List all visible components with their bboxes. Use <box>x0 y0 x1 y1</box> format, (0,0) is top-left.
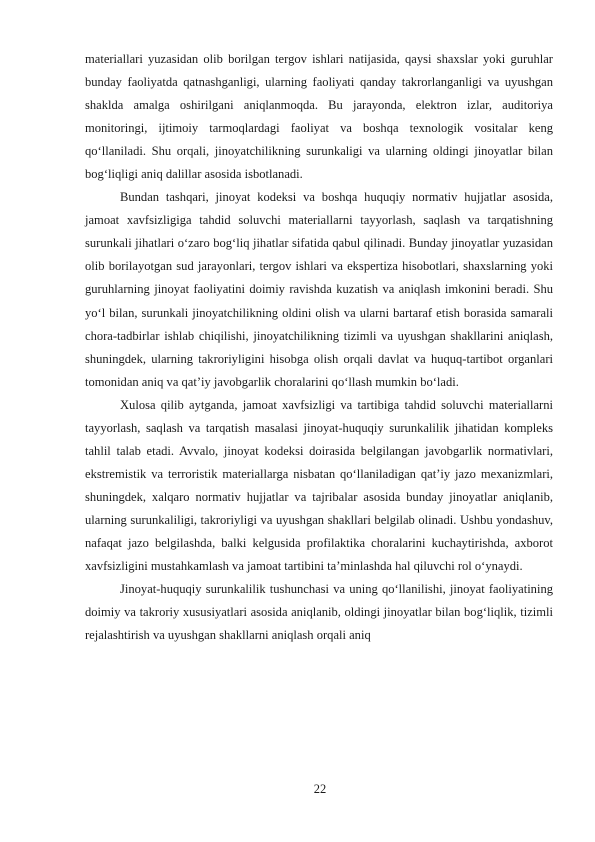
paragraph-2: Bundan tashqari, jinoyat kodeksi va boshqa huquqiy normativ hujjatlar asosida, jamoat xavfsizligiga tahdid soluvchi materiallarni tayyorlash, saqlash va tarqatishning surunkali jihatlari o‘zaro bog‘liq jihatlar sifatida qabul qilinadi. Bunday jinoyatlar yuzasidan olib borilayotgan sud jarayonlari, tergov ishlari va ekspertiza hisobotlari, shaxslarning yoki guruhlarning jinoyat faoliyatini doimiy ravishda kuzatish va aniqlash imkonini beradi. Shu yo‘l bilan, surunkali jinoyatchilikning oldini olish va ularni bartaraf etish borasida samarali chora-tadbirlar ishlab chiqilishi, jinoyatchilikning tizimli va uyushgan shakllarini aniqlash, shuningdek, ularning takroriyligini hisobga olish orqali davlat va huquq-tartibot organlari tomonidan aniq va qat’iy javobgarlik choralarini qo‘llash mumkin bo‘ladi. <box>85 190 553 389</box>
document-body <box>85 48 553 647</box>
paragraph-1: materiallari yuzasidan olib borilgan tergov ishlari natijasida, qaysi shaxslar yoki guruhlar bunday faoliyatda qatnashganligi, ularning faoliyati qanday takrorlanganligi va uyushgan shaklda amalga oshirilgani aniqlanmoqda. Bu jarayonda, elektron izlar, auditoriya monitoringi, ijtimoiy tarmoqlardagi faoliyat va boshqa texnologik vositalar keng qo‘llaniladi. Shu orqali, jinoyatchilikning surunkaligi va ularning oldingi jinoyatlar bilan bog‘liqligi aniq dalillar asosida isbotlanadi. <box>85 52 553 182</box>
paragraph-4: Jinoyat-huquqiy surunkalilik tushunchasi va uning qo‘llanilishi, jinoyat faoliyatining doimiy va takroriy xususiyatlari asosida aniqlanib, oldingi jinoyatlar bilan bog‘liqlik, tizimli rejalashtirish va uyushgan shakllarni aniqlash orqali aniq <box>85 582 553 643</box>
page-number: 22 <box>313 782 327 796</box>
paragraph-3: Xulosa qilib aytganda, jamoat xavfsizligi va tartibiga tahdid soluvchi materiallarni tayyorlash, saqlash va tarqatish masalasi jinoyat-huquqiy surunkalilik jihatidan kompleks tahlil talab etadi. Avvalo, jinoyat kodeksi doirasida belgilangan javobgarlik normativlari, ekstremistik va terroristik materiallarga nisbatan qo‘llaniladigan qat’iy jazo mexanizmlari, shuningdek, xalqaro normativ hujjatlar va tajribalar asosida bunday jinoyatlar aniqlanib, ularning surunkaliligi, takroriyligi va uyushgan shakllari belgilab olinadi. Ushbu yondashuv, nafaqat jazo belgilashda, balki kelgusida profilaktika choralarini kuchaytirishda, axborot xavfsizligini mustahkamlash va jamoat tartibini ta’minlashda hal qiluvchi rol o‘ynaydi. <box>85 397 553 574</box>
